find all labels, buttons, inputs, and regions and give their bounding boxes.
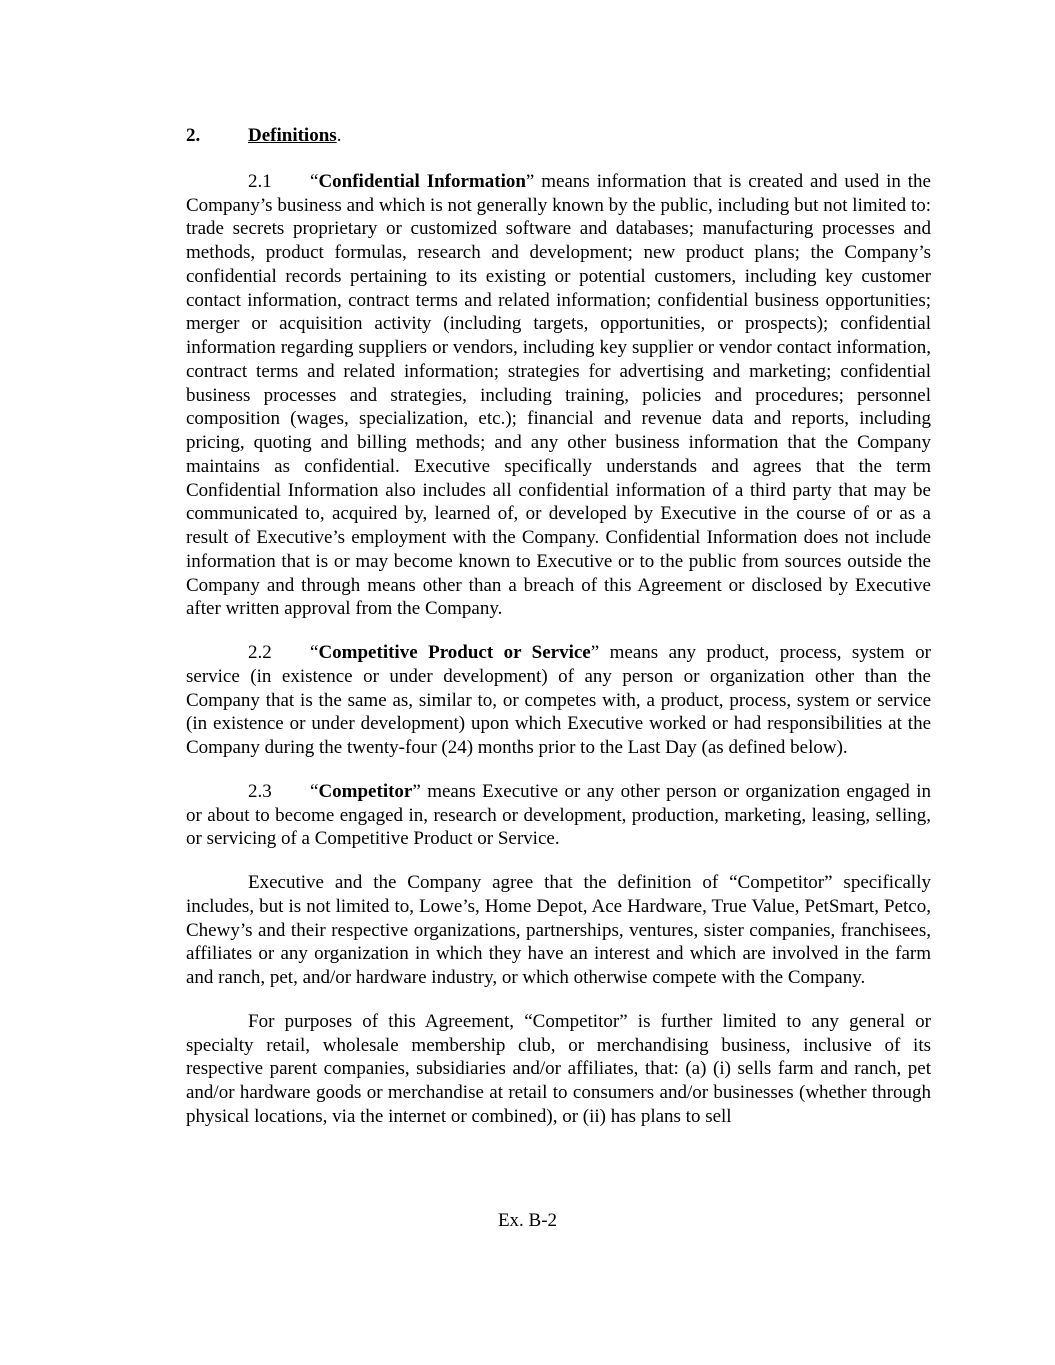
section-heading [186, 124, 931, 148]
section-title: Definitions [248, 125, 337, 146]
competitor-limitation-paragraph: For purposes of this Agreement, “Competitor” is further limited to any general or specialty retail, wholesale membership club, or merchandising business, inclusive of its respective parent companies, subsidiaries and/or affiliates, that: (a) (i) sells farm and ranch, pet and/or hardware goods or merchandise at retail to consumers and/or businesses (whether through physical locations, via the internet or combined), or (ii) has plans to sell [186, 1010, 931, 1127]
definition-2-3 [186, 780, 931, 851]
defined-term: Confidential Information [318, 170, 526, 192]
definition-text: ” means information that is created and used in the Company’s business and which is not generally known by the public, including but not limited to: trade secrets proprietary or customized software and databases; manufacturing processes and methods, product formulas, research and development; new product plans; the Company’s confidential records pertaining to its existing or potential customers, including key customer contact information, contract terms and related information; confidential business opportunities; merger or acquisition activity (including targets, opportunities, or prospects); confidential information regarding suppliers or vendors, including key supplier or vendor contact information, contract terms and related information; strategies for advertising and marketing; confidential business processes and strategies, including training, policies and procedures; personnel composition (wages, specialization, etc.); financial and revenue data and reports, including pricing, quoting and billing methods; and any other business information that the Company maintains as confidential. Executive specifically understands and agrees that the term Confidential Information also includes all confidential information of a third party that may be communicated to, acquired by, learned of, or developed by Executive in the course of or as a result of Executive’s employment with the Company. Confidential Information does not include information that is or may become known to Executive or to the public from sources outside the Company and through means other than a breach of this Agreement or disclosed by Executive after written approval from the Company. [186, 170, 931, 620]
defined-term: Competitor [318, 780, 413, 802]
section-number: 2. [186, 125, 201, 146]
open-quote: “ [310, 170, 319, 192]
defined-term: Competitive Product or Service [318, 642, 591, 663]
definition-2-1 [186, 170, 931, 621]
definition-number: 2.2 [248, 642, 272, 663]
open-quote: “ [310, 780, 319, 802]
competitor-examples-paragraph: Executive and the Company agree that the definition of “Competitor” specifically includes, but is not limited to, Lowe’s, Home Depot, Ace Hardware, True Value, PetSmart, Petco, Chewy’s and their respective organizations, partnerships, ventures, sister companies, franchisees, affiliates or any organization in which they have an interest and which are involved in the farm and ranch, pet, and/or hardware industry, or which otherwise compete with the Company. [186, 872, 931, 988]
section-title-suffix: . [336, 125, 342, 146]
definition-2-2 [186, 641, 931, 760]
definition-number: 2.1 [248, 170, 272, 192]
section-title-wrap [248, 124, 341, 148]
page-footer: Ex. B-2 [497, 1210, 558, 1231]
definition-text: ” means any product, process, system or service (in existence or under development) of any person or organization other than the Company that is the same as, similar to, or competes with, a product, process, system or service (in existence or under development) upon which Executive worked or had responsibilities at the Company during the twenty-four (24) months prior to the Last Day (as defined below). [186, 642, 931, 758]
open-quote: “ [310, 642, 319, 663]
page-content [186, 124, 931, 1149]
definition-text: ” means Executive or any other person or organization engaged in or about to become engaged in, research or development, production, marketing, leasing, selling, or servicing of a Competitive Product or Service. [186, 780, 931, 850]
definition-number: 2.3 [248, 780, 272, 802]
